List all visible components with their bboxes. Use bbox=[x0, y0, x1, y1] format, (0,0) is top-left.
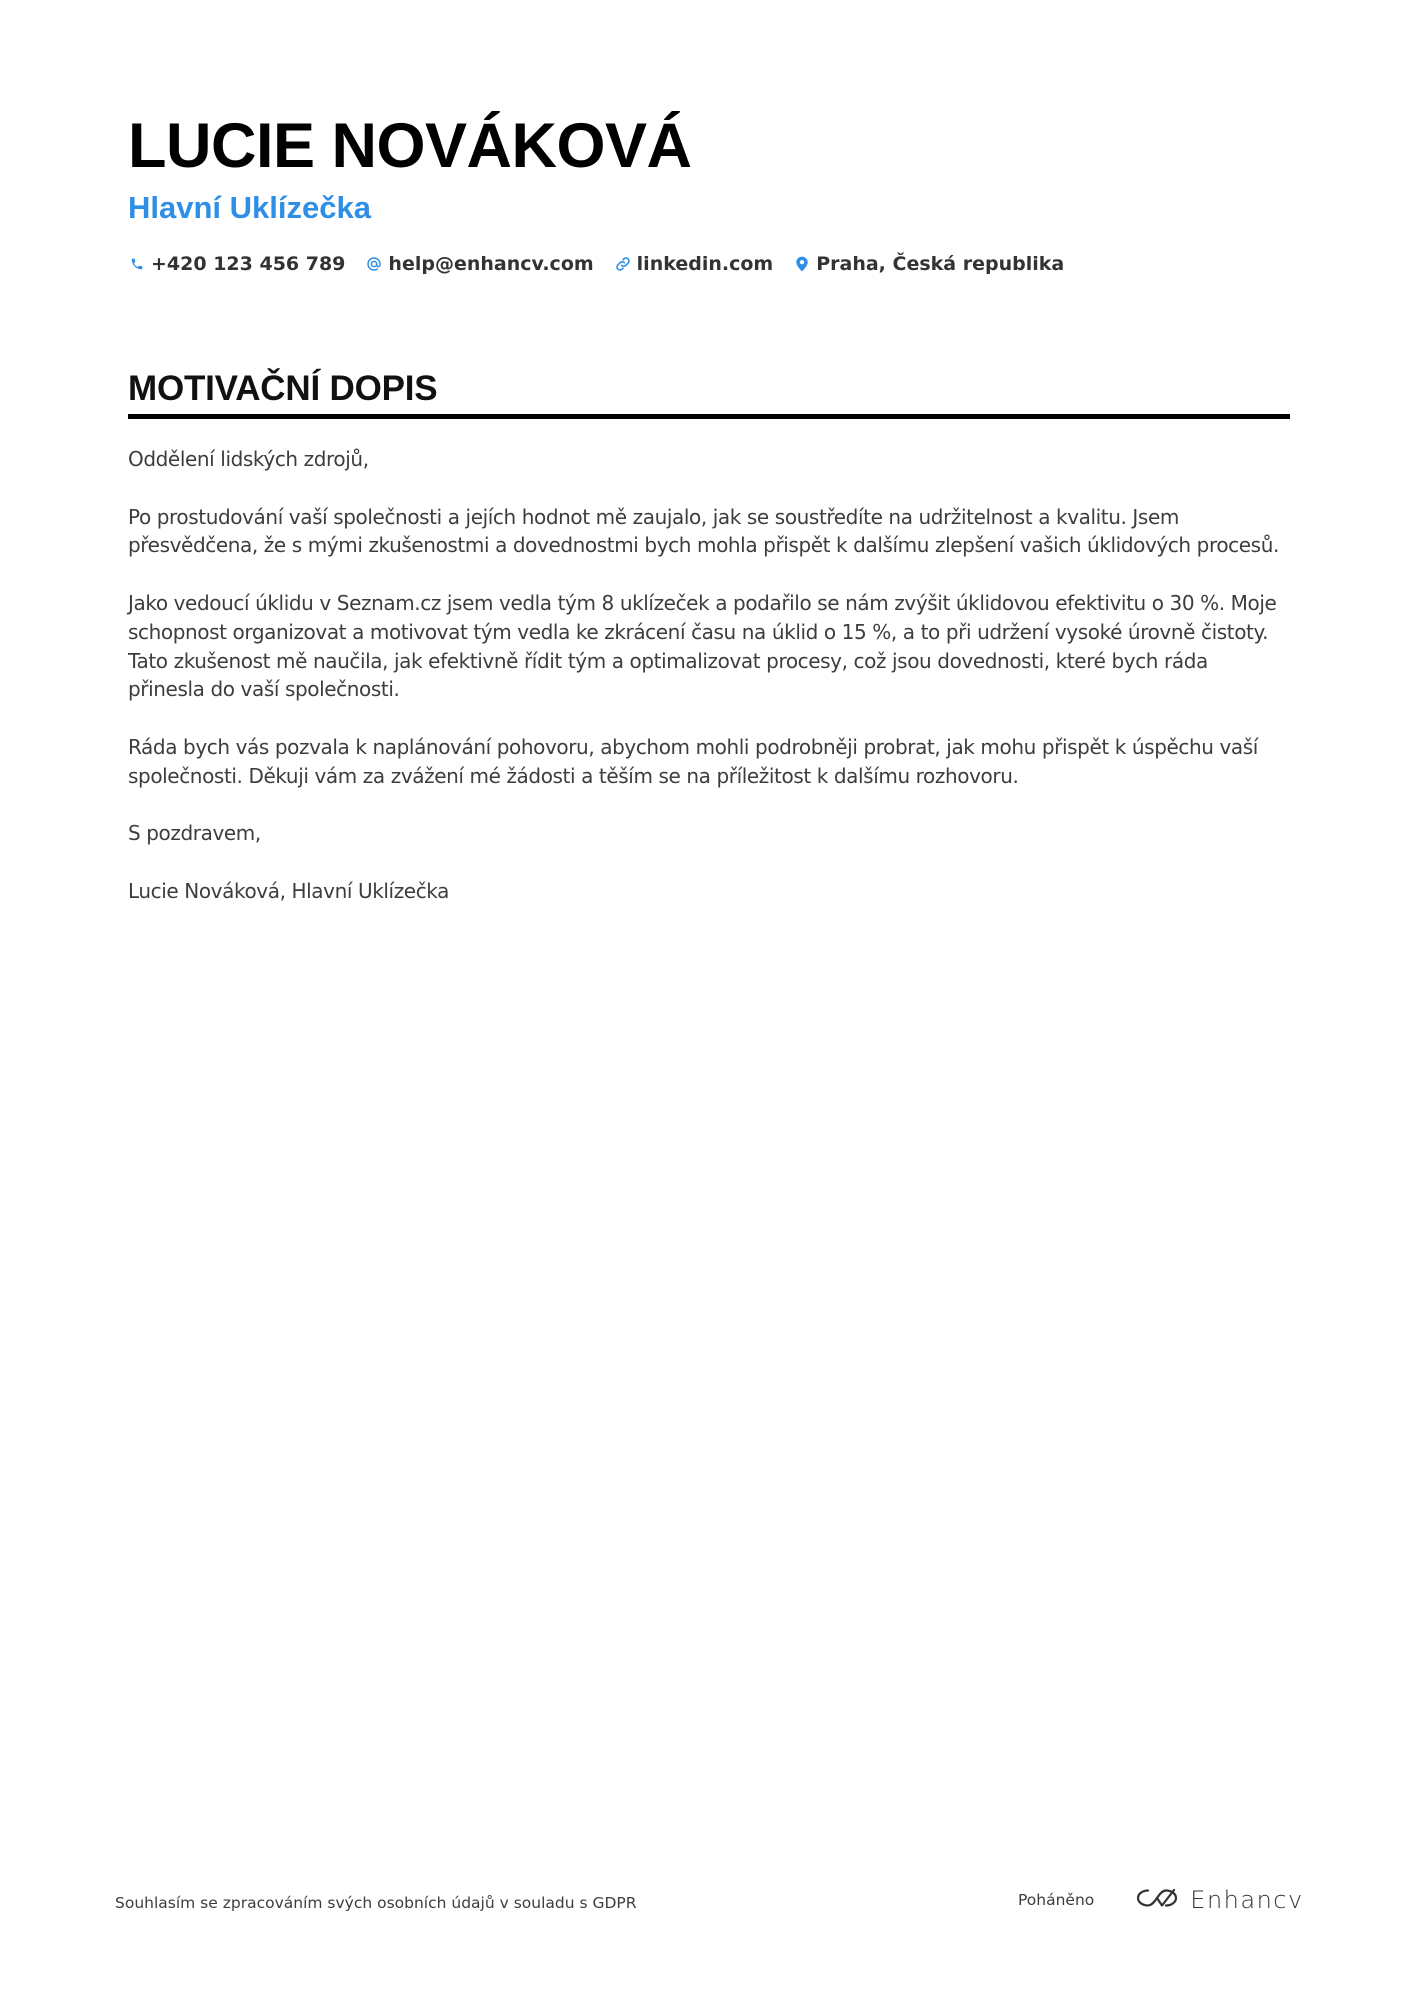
at-icon bbox=[365, 255, 383, 273]
phone-icon bbox=[128, 255, 146, 273]
contact-email bbox=[365, 253, 593, 275]
email-address: help@enhancv.com bbox=[388, 253, 594, 275]
letter-paragraph: Po prostudování vaší společnosti a jejích hodnot mě zaujalo, jak se soustředíte na udržitelnost a kvalitu. Jsem přesvědčena, že s mými zkušenostmi a dovednostmi bych mohla přispět k dalšímu zlepšení vašich úklidových procesů. bbox=[128, 504, 1279, 558]
closing: S pozdravem, bbox=[128, 821, 261, 846]
powered-by bbox=[1018, 1880, 1304, 1920]
powered-by-label: Poháněno bbox=[1018, 1891, 1095, 1909]
header bbox=[128, 108, 1288, 278]
cover-letter-section bbox=[128, 368, 1290, 935]
contact-phone bbox=[128, 253, 345, 275]
enhancv-logo-icon bbox=[1134, 1885, 1180, 1915]
salutation: Oddělení lidských zdrojů, bbox=[128, 447, 369, 471]
location: Praha, Česká republika bbox=[816, 253, 1065, 275]
job-title: Hlavní Uklízečka bbox=[128, 190, 371, 225]
linkedin-url: linkedin.com bbox=[636, 253, 774, 275]
phone-number: +420 123 456 789 bbox=[151, 253, 346, 275]
section-title: MOTIVAČNÍ DOPIS bbox=[128, 369, 438, 408]
letter-paragraph: Jako vedoucí úklidu v Seznam.cz jsem vedla tým 8 uklízeček a podařilo se nám zvýšit úklidovou efektivitu o 30 %. Moje schopnost organizovat a motivovat tým vedla ke zkrácení času na úklid o 15 %, a to při udržení vysoké úrovně čistoty. Tato zkušenost mě naučila, jak efektivně řídit tým a optimalizovat procesy, což jsou dovednosti, které bych ráda přinesla do vaší společnosti. bbox=[128, 590, 1277, 702]
section-divider bbox=[128, 414, 1290, 419]
location-pin-icon bbox=[793, 255, 811, 273]
letter-paragraph: Ráda bych vás pozvala k naplánování pohovoru, abychom mohli podrobněji probrat, jak mohu přispět k úspěchu vaší společnosti. Děkuji vám za zvážení mé žádosti a těším se na příležitost k dalšímu rozhovoru. bbox=[128, 734, 1258, 788]
enhancv-logo-text: Enhancv bbox=[1190, 1886, 1304, 1914]
gdpr-consent: Souhlasím se zpracováním svých osobních údajů v souladu s GDPR bbox=[115, 1894, 637, 1912]
enhancv-logo[interactable] bbox=[1134, 1885, 1303, 1915]
signature: Lucie Nováková, Hlavní Uklízečka bbox=[128, 878, 449, 903]
contact-info bbox=[128, 250, 1288, 278]
contact-location bbox=[793, 253, 1064, 275]
contact-linkedin bbox=[614, 253, 774, 275]
candidate-name: LUCIE NOVÁKOVÁ bbox=[128, 111, 692, 181]
link-icon bbox=[614, 255, 632, 273]
letter-body bbox=[128, 445, 1290, 906]
